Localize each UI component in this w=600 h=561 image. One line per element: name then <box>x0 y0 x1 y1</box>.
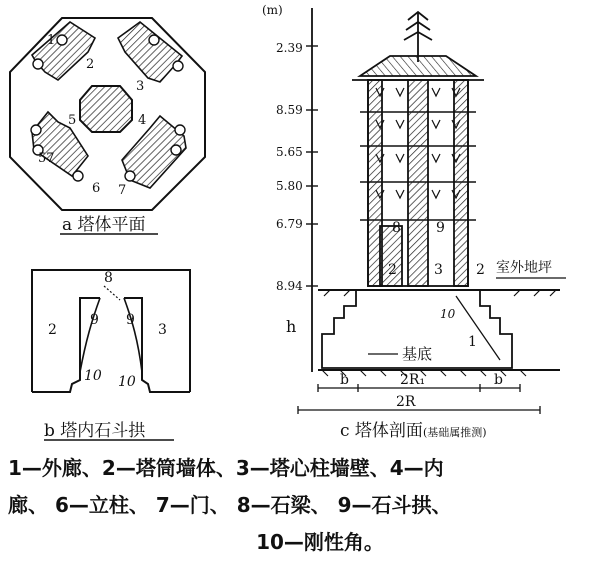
center-column <box>80 86 132 132</box>
section-label-9: 9 <box>436 220 445 236</box>
plan-label-2: 2 <box>86 57 95 72</box>
caption-c-note: (基础属推测) <box>422 426 487 439</box>
dim-2r: 2R <box>396 394 416 410</box>
bracket-label-3: 3 <box>158 322 167 338</box>
unit-label: (m) <box>262 3 283 17</box>
figure-legend <box>8 450 592 561</box>
legend-line-2: 廊、 6—立柱、 7—门、 8—石梁、 9—石斗拱、 <box>8 493 452 517</box>
caption-a: a 塔体平面 <box>62 215 146 235</box>
elevation-6: 8.94 <box>276 279 303 293</box>
bracket-label-2: 2 <box>48 322 57 338</box>
caption-b: b 塔内石斗拱 <box>44 421 146 441</box>
wall-sw <box>32 112 88 176</box>
section-label-1: 1 <box>468 334 477 350</box>
section-label-10: 10 <box>440 307 456 321</box>
bracket-label-8: 8 <box>104 270 113 286</box>
bracket-label-10a: 10 <box>84 368 102 384</box>
foundation-label: 基底 <box>402 345 433 363</box>
plan-label-5: 5 <box>68 113 77 128</box>
dim-b-left: b <box>340 372 349 388</box>
bracket-label-9a: 9 <box>90 312 99 328</box>
wall-ne <box>118 22 182 82</box>
ground-label: 室外地坪 <box>496 260 552 276</box>
elevation-2: 8.59 <box>276 103 303 117</box>
section-label-8: 8 <box>392 220 401 236</box>
plan-label-1: 1 <box>47 33 56 48</box>
bracket-label-10b: 10 <box>118 374 136 390</box>
plan-label-7: 7 <box>118 183 127 198</box>
plan-label-57: 57 <box>38 151 55 166</box>
section-label-2a: 2 <box>388 262 397 278</box>
bracket-label-9b: 9 <box>126 312 135 328</box>
plan-view <box>10 18 205 210</box>
caption-c <box>340 416 487 441</box>
section-label-3: 3 <box>434 262 443 278</box>
section-label-h: h <box>286 317 297 336</box>
plan-label-4: 4 <box>138 113 147 128</box>
dim-b-right: b <box>494 372 503 388</box>
plan-label-6: 6 <box>92 181 101 196</box>
dim-2r1: 2R₁ <box>400 372 426 388</box>
caption-c-main: c 塔体剖面 <box>340 421 423 441</box>
legend-line-3: 10—刚性角。 <box>256 530 384 554</box>
plan-label-3: 3 <box>136 79 145 94</box>
elevation-4: 5.80 <box>276 179 303 193</box>
section-label-2b: 2 <box>476 262 485 278</box>
legend-line-1: 1—外廊、2—塔筒墙体、3—塔心柱墙壁、4—内 <box>8 456 444 480</box>
elevation-3: 5.65 <box>276 145 303 159</box>
elevation-1: 2.39 <box>276 41 303 55</box>
elevation-5: 6.79 <box>276 217 303 231</box>
